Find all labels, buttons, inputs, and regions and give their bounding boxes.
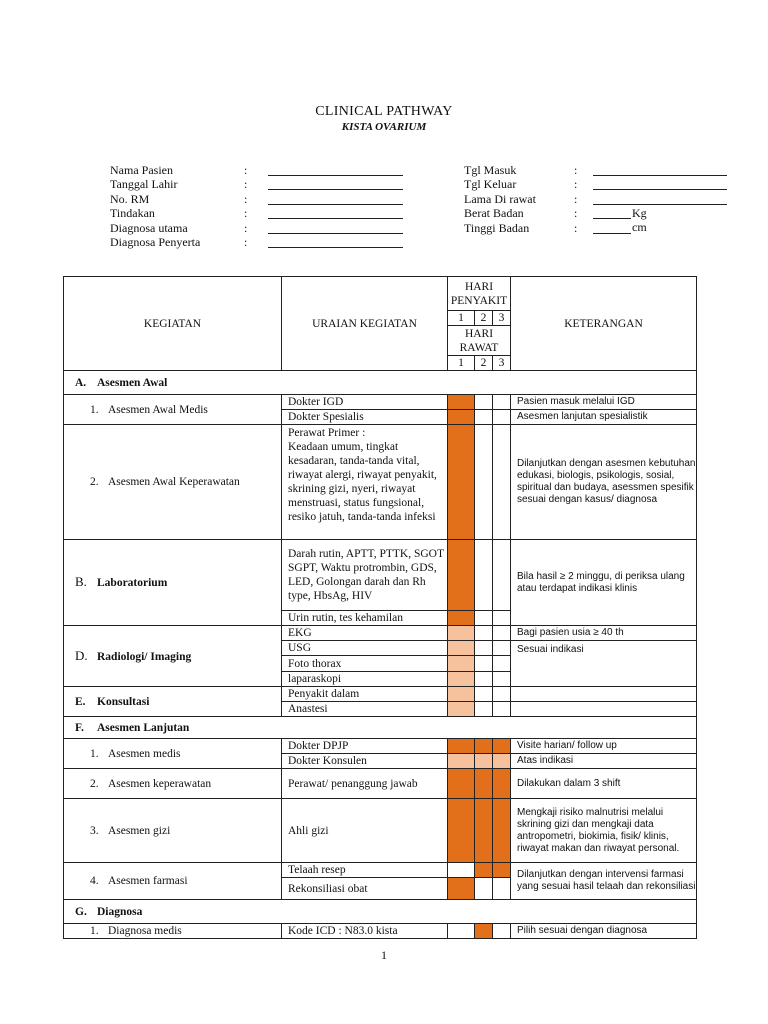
section-row [64, 371, 697, 395]
section-label: Asesmen Awal [97, 376, 168, 389]
table-row [64, 769, 697, 799]
day-cell[interactable] [475, 425, 493, 540]
day-cell-optional[interactable] [448, 626, 475, 641]
activity-label: Asesmen farmasi [108, 875, 188, 887]
day-cell[interactable] [493, 626, 511, 641]
day-cell[interactable] [493, 641, 511, 656]
day-cell-optional[interactable] [493, 754, 511, 769]
field-label: Berat Badan [464, 206, 524, 221]
activity-detail: Anastesi [282, 702, 448, 717]
colon: : [244, 234, 248, 249]
note: Dilakukan dalam 3 shift [511, 769, 697, 799]
section-number: F. [75, 721, 84, 734]
col-header-kegiatan: KEGIATAN [64, 277, 282, 371]
note: Bagi pasien usia ≥ 40 th [511, 626, 697, 641]
table-row [64, 540, 697, 611]
table-row [64, 799, 697, 863]
day-cell-filled[interactable] [493, 799, 511, 863]
blank-line[interactable] [268, 189, 403, 190]
section-row [64, 717, 697, 739]
day-cell[interactable] [475, 410, 493, 425]
day-cell-optional[interactable] [448, 656, 475, 672]
field-label: Tanggal Lahir [110, 177, 178, 192]
blank-line[interactable] [268, 233, 403, 234]
day-cell-filled[interactable] [448, 611, 475, 626]
colon: : [574, 191, 578, 206]
activity-label: Asesmen keperawatan [108, 777, 212, 790]
activity-detail: Ahli gizi [282, 799, 448, 863]
col-header-keterangan: KETERANGAN [511, 277, 697, 371]
col-header-uraian: URAIAN KEGIATAN [282, 277, 448, 371]
activity-detail: Perawat Primer : [288, 427, 366, 439]
day-cell-filled[interactable] [475, 739, 493, 754]
note: Dilanjutkan dengan asesmen kebutuhan edukasi, biologis, psikologis, sosial, spiritual dan budaya, asessmen spesifik sesuai dengan kasus/ diagnosa [511, 425, 697, 540]
activity-detail: Dokter Konsulen [282, 754, 448, 769]
day-cell[interactable] [475, 641, 493, 656]
day-cell-filled[interactable] [493, 863, 511, 878]
activity-label: Asesmen Awal Medis [108, 403, 208, 416]
activity-detail: USG [282, 641, 448, 656]
section-number: A. [75, 376, 87, 389]
colon: : [574, 206, 578, 221]
day-cell-optional[interactable] [448, 754, 475, 769]
col-header-hari-rawat: HARI RAWAT [448, 326, 511, 356]
day-cell-filled[interactable] [475, 799, 493, 863]
day-cell[interactable] [448, 863, 475, 878]
day-cell[interactable] [475, 878, 493, 900]
colon: : [244, 220, 248, 235]
item-number: 1. [90, 925, 99, 937]
field-label: Diagnosa Penyerta [110, 234, 201, 249]
section-number: G. [75, 905, 87, 918]
note: Mengkaji risiko malnutrisi melalui skrining gizi dan mengkaji data antropometri, biokimia, fisik/ klinis, riwayat makan dan riwayat personal. [511, 799, 697, 863]
activity-detail: EKG [282, 626, 448, 641]
blank-line[interactable] [593, 204, 727, 205]
day-cell[interactable] [493, 924, 511, 939]
activity-detail: Perawat/ penanggung jawab [282, 769, 448, 799]
day-cell[interactable] [493, 672, 511, 687]
activity-label: Asesmen medis [108, 747, 181, 760]
day-cell-filled[interactable] [448, 410, 475, 425]
patient-info-right [464, 163, 536, 235]
field-label: Lama Di rawat [464, 191, 536, 206]
day-cell-filled[interactable] [493, 769, 511, 799]
day-cell[interactable] [475, 687, 493, 702]
blank-line[interactable] [268, 218, 403, 219]
day-cell-filled[interactable] [448, 395, 475, 410]
day-cell[interactable] [493, 410, 511, 425]
day-cell[interactable] [493, 687, 511, 702]
document-title: CLINICAL PATHWAY [315, 104, 453, 119]
day-cell-optional[interactable] [475, 754, 493, 769]
activity-detail: Urin rutin, tes kehamilan [282, 611, 448, 626]
blank-line[interactable] [268, 175, 403, 176]
day-cell[interactable] [493, 425, 511, 540]
day-cell-filled[interactable] [475, 769, 493, 799]
day-cell-optional[interactable] [448, 641, 475, 656]
activity-detail: Foto thorax [282, 656, 448, 672]
item-number: 4. [90, 875, 99, 887]
day-2: 2 [475, 356, 493, 371]
blank-line[interactable] [593, 189, 727, 190]
day-cell-optional[interactable] [448, 687, 475, 702]
day-cell[interactable] [448, 924, 475, 939]
day-2: 2 [475, 311, 493, 326]
colon: : [244, 163, 248, 177]
note: Pasien masuk melalui IGD [511, 395, 697, 410]
day-cell-filled[interactable] [448, 425, 475, 540]
field-label: Tindakan [110, 206, 155, 221]
day-cell-filled[interactable] [448, 799, 475, 863]
item-number: 1. [90, 403, 99, 416]
activity-detail: Dokter IGD [282, 395, 448, 410]
note: Bila hasil ≥ 2 minggu, di periksa ulang atau terdapat indikasi klinis [511, 540, 697, 626]
day-cell[interactable] [493, 702, 511, 717]
day-cell-filled[interactable] [493, 739, 511, 754]
table-row [64, 739, 697, 754]
table-row [64, 863, 697, 878]
colon: : [244, 206, 248, 221]
table-row [64, 395, 697, 410]
document-subtitle: KISTA OVARIUM [341, 121, 427, 133]
blank-line[interactable] [268, 247, 403, 248]
activity-detail: Dokter Spesialis [282, 410, 448, 425]
colon: : [574, 163, 578, 177]
day-cell[interactable] [475, 626, 493, 641]
section-label: Diagnosa [97, 905, 143, 918]
day-3: 3 [493, 356, 511, 371]
activity-label: Konsultasi [97, 695, 150, 708]
colons-right [574, 163, 577, 235]
day-cell[interactable] [475, 611, 493, 626]
note: Asesmen lanjutan spesialistik [511, 410, 697, 425]
day-cell[interactable] [475, 540, 493, 611]
unit-cm: cm [632, 220, 647, 234]
table-row [64, 687, 697, 702]
day-cell-optional[interactable] [448, 702, 475, 717]
field-label: Diagnosa utama [110, 220, 188, 235]
item-number: 2. [90, 777, 99, 790]
table-row [64, 626, 697, 641]
note [511, 687, 697, 702]
day-cell[interactable] [475, 656, 493, 672]
blank-line[interactable] [268, 204, 403, 205]
patient-info-left [110, 163, 200, 249]
activity-detail: Rekonsiliasi obat [282, 878, 448, 900]
note: Visite harian/ follow up [511, 739, 697, 754]
day-cell[interactable] [475, 702, 493, 717]
colon: : [244, 191, 248, 206]
blank-line[interactable] [593, 175, 727, 176]
colon: : [574, 177, 578, 192]
activity-detail: Keadaan umum, tingkat kesadaran, tanda-tanda vital, riwayat alergi, riwayat penyakit, skrining gizi, nyeri, riwayat menstruasi, status fungsional, resiko jatuh, tanda-tanda infeksi [288, 441, 437, 523]
day-cell-filled[interactable] [475, 924, 493, 939]
note: Atas indikasi [511, 754, 697, 769]
day-cell-optional[interactable] [448, 672, 475, 687]
activity-label: Laboratorium [97, 577, 168, 589]
activity-label: Diagnosa medis [108, 925, 182, 937]
field-label: No. RM [110, 191, 150, 206]
activity-detail: Telaah resep [282, 863, 448, 878]
field-label: Tinggi Badan [464, 220, 530, 235]
note: Pilih sesuai dengan diagnosa [511, 924, 697, 939]
day-cell[interactable] [475, 395, 493, 410]
item-number: E. [75, 695, 86, 708]
day-cell[interactable] [475, 672, 493, 687]
unit-kg: Kg [632, 206, 647, 220]
day-cell-filled[interactable] [448, 769, 475, 799]
colon: : [574, 220, 578, 235]
note [511, 702, 697, 717]
item-number: 1. [90, 747, 99, 760]
colons-left [244, 163, 247, 249]
activity-label: Asesmen gizi [108, 824, 171, 837]
day-3: 3 [493, 311, 511, 326]
day-cell[interactable] [493, 656, 511, 672]
colon: : [244, 177, 248, 192]
day-1: 1 [448, 356, 475, 371]
day-cell[interactable] [493, 878, 511, 900]
field-label: Nama Pasien [110, 163, 173, 177]
note: Dilanjutkan dengan intervensi farmasi yang sesuai hasil telaah dan rekonsiliasi [511, 863, 697, 900]
item-number: 2. [90, 476, 99, 488]
item-number: D. [75, 647, 88, 663]
activity-detail: Darah rutin, APTT, PTTK, SGOT SGPT, Waktu protrombin, GDS, LED, Golongan darah dan Rh type, HbsAg, HIV [282, 540, 448, 611]
activity-detail: Dokter DPJP [282, 739, 448, 754]
day-cell-filled[interactable] [448, 540, 475, 611]
col-header-hari-penyakit: HARI PENYAKIT [448, 277, 511, 311]
day-cell[interactable] [493, 395, 511, 410]
table-row [64, 924, 697, 939]
day-cell[interactable] [493, 540, 511, 611]
day-cell[interactable] [493, 611, 511, 626]
item-number: B. [75, 574, 87, 589]
page-number: 1 [381, 948, 387, 962]
day-1: 1 [448, 311, 475, 326]
day-cell-filled[interactable] [448, 878, 475, 900]
table-row [64, 425, 697, 540]
blank-line[interactable] [593, 218, 631, 219]
blank-line[interactable] [593, 233, 631, 234]
section-label: Asesmen Lanjutan [97, 721, 190, 734]
clinical-pathway-table [63, 276, 697, 939]
note: Sesuai indikasi [511, 641, 697, 687]
field-label: Tgl Masuk [464, 163, 517, 177]
activity-detail: Penyakit dalam [282, 687, 448, 702]
day-cell-filled[interactable] [475, 863, 493, 878]
section-row [64, 900, 697, 924]
day-cell-filled[interactable] [448, 739, 475, 754]
activity-label: Asesmen Awal Keperawatan [108, 476, 240, 488]
item-number: 3. [90, 824, 99, 837]
activity-label: Radiologi/ Imaging [97, 650, 192, 663]
activity-detail: Kode ICD : N83.0 kista [282, 924, 448, 939]
field-label: Tgl Keluar [464, 177, 517, 192]
activity-detail: laparaskopi [282, 672, 448, 687]
